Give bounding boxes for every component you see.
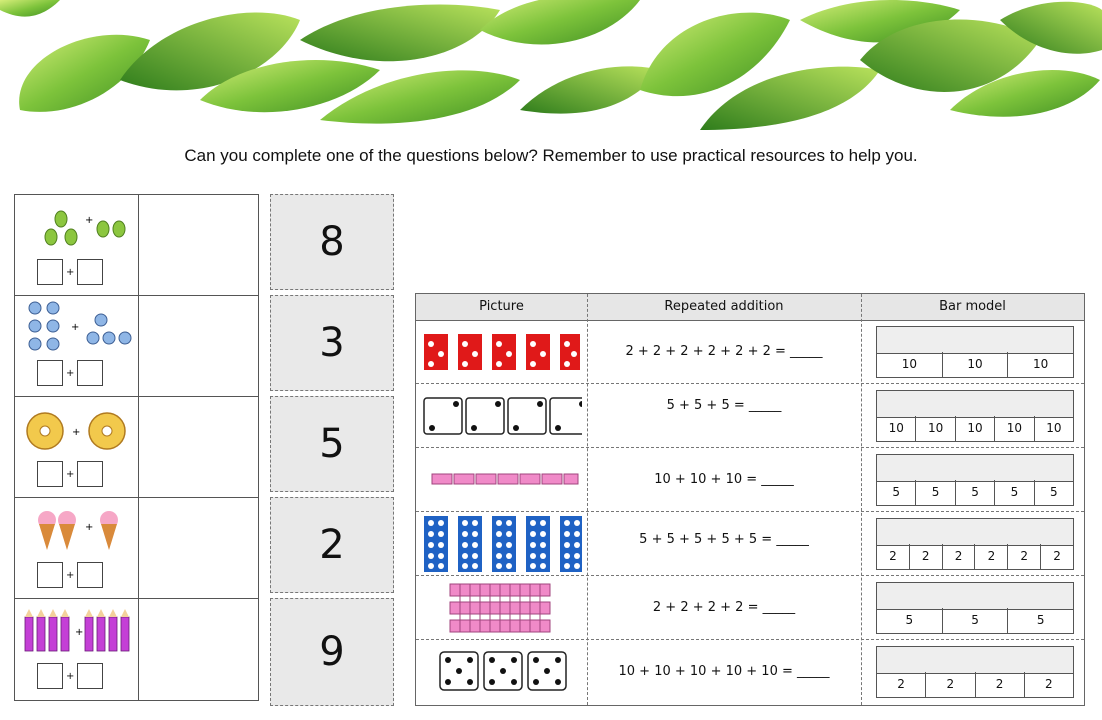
- addition-boxes: [37, 663, 103, 689]
- plus-sign: +: [66, 670, 75, 682]
- equation: 10 + 10 + 10 + 10 + 10 = _____: [618, 664, 830, 679]
- answer-box[interactable]: [77, 461, 103, 487]
- addition-boxes: [37, 360, 103, 386]
- bar-part: 2: [925, 672, 974, 697]
- repeated-addition-table: [415, 293, 1085, 706]
- pink-cubes-picture: [422, 470, 582, 490]
- bar-part: 2: [975, 672, 1024, 697]
- bar-total[interactable]: [877, 455, 1073, 482]
- bar-part: 2: [1040, 544, 1073, 569]
- equation: 5 + 5 + 5 + 5 + 5 = _____: [639, 532, 809, 547]
- bar-part: 2: [909, 544, 942, 569]
- bar-part: 10: [915, 416, 954, 441]
- header-repeated-addition: Repeated addition: [664, 299, 784, 314]
- answer-box[interactable]: [37, 461, 63, 487]
- bar-total[interactable]: [877, 391, 1073, 418]
- bar-total[interactable]: [877, 647, 1073, 674]
- doughnut-icon: [21, 401, 133, 457]
- table-header: [416, 294, 1084, 321]
- pear-icon: [21, 199, 133, 255]
- bar-model: [876, 390, 1074, 442]
- pencils-picture: [21, 603, 133, 659]
- plus-sign: +: [66, 468, 75, 480]
- answer-box[interactable]: [37, 360, 63, 386]
- pink-cube-towers-picture: [422, 580, 582, 636]
- left-row: [15, 397, 258, 498]
- bar-part: 5: [942, 608, 1008, 633]
- equation: 5 + 5 + 5 = _____: [666, 398, 782, 413]
- bar-part: 10: [955, 416, 994, 441]
- number-card[interactable]: 3: [270, 295, 394, 391]
- equation: 2 + 2 + 2 + 2 = _____: [652, 600, 796, 615]
- table-row: [416, 576, 1084, 640]
- left-addition-table: [14, 194, 259, 701]
- leaves-illustration: [0, 0, 1102, 130]
- bar-part: 10: [994, 416, 1033, 441]
- ice-creams-picture: [21, 502, 133, 558]
- bar-part: 5: [905, 613, 914, 627]
- bar-model: [876, 518, 1074, 570]
- bar-part: 2: [1024, 672, 1073, 697]
- addition-boxes: [37, 259, 103, 285]
- pencil-icon: [21, 603, 133, 659]
- svg-text:+: +: [72, 427, 81, 438]
- number-card[interactable]: 5: [270, 396, 394, 492]
- number-card[interactable]: 9: [270, 598, 394, 706]
- bar-part: 5: [1034, 480, 1073, 505]
- bar-part: 5: [994, 480, 1033, 505]
- teddy-bear-icon: [21, 300, 133, 364]
- number-card[interactable]: 8: [270, 194, 394, 290]
- bar-part: 10: [942, 352, 1008, 377]
- answer-box[interactable]: [77, 360, 103, 386]
- addition-boxes: [37, 562, 103, 588]
- leaf-banner: [0, 0, 1102, 130]
- svg-text:+: +: [71, 322, 80, 333]
- left-row: [15, 296, 258, 397]
- bar-model: [876, 646, 1074, 698]
- left-row: [15, 195, 258, 296]
- answer-box[interactable]: [37, 663, 63, 689]
- answer-box[interactable]: [37, 259, 63, 285]
- bar-part: 5: [915, 480, 954, 505]
- bar-total[interactable]: [877, 519, 1073, 546]
- left-row: [15, 599, 258, 700]
- dice-fives-picture: [422, 648, 582, 694]
- red-dot-frames-picture: [422, 330, 582, 374]
- svg-text:+: +: [85, 215, 94, 226]
- table-row: [416, 384, 1084, 448]
- bar-part: 2: [974, 544, 1007, 569]
- ice-cream-icon: [21, 502, 133, 558]
- teddy-bears-picture: [21, 300, 133, 356]
- plus-sign: +: [66, 367, 75, 379]
- bar-part: 5: [1007, 608, 1073, 633]
- table-row: [416, 512, 1084, 576]
- number-card[interactable]: 2: [270, 497, 394, 593]
- bar-part: 5: [892, 485, 901, 499]
- bar-total[interactable]: [877, 327, 1073, 354]
- blue-ten-frames-picture: [422, 514, 582, 574]
- addition-boxes: [37, 461, 103, 487]
- bar-total[interactable]: [877, 583, 1073, 610]
- equation: 10 + 10 + 10 = _____: [654, 472, 794, 487]
- header-bar-model: Bar model: [939, 299, 1006, 314]
- table-row: [416, 640, 1084, 705]
- bar-part: 2: [897, 677, 905, 691]
- header-picture: Picture: [479, 299, 524, 314]
- number-cards: [270, 194, 396, 706]
- table-row: [416, 448, 1084, 512]
- bar-part: 10: [1007, 352, 1073, 377]
- bar-part: 10: [888, 421, 904, 435]
- svg-text:+: +: [75, 627, 84, 638]
- answer-box[interactable]: [37, 562, 63, 588]
- plus-sign: +: [66, 569, 75, 581]
- bar-part: 10: [901, 357, 917, 371]
- bar-part: 2: [889, 549, 897, 563]
- answer-box[interactable]: [77, 562, 103, 588]
- bar-model: [876, 326, 1074, 378]
- bar-part: 10: [1034, 416, 1073, 441]
- instruction-text: Can you complete one of the questions below? Remember to use practical resources to help you.: [184, 146, 918, 165]
- bar-part: 5: [955, 480, 994, 505]
- plus-sign: +: [66, 266, 75, 278]
- dice-picture: [422, 394, 582, 438]
- svg-text:+: +: [85, 522, 94, 533]
- equation: 2 + 2 + 2 + 2 + 2 + 2 = _____: [625, 344, 823, 359]
- bar-part: 2: [942, 544, 975, 569]
- answer-box[interactable]: [77, 259, 103, 285]
- bar-model: [876, 582, 1074, 634]
- answer-box[interactable]: [77, 663, 103, 689]
- left-row: [15, 498, 258, 599]
- doughnuts-picture: [21, 401, 133, 457]
- bar-model: [876, 454, 1074, 506]
- bar-part: 2: [1007, 544, 1040, 569]
- table-row: [416, 320, 1084, 384]
- pears-picture: [21, 199, 133, 255]
